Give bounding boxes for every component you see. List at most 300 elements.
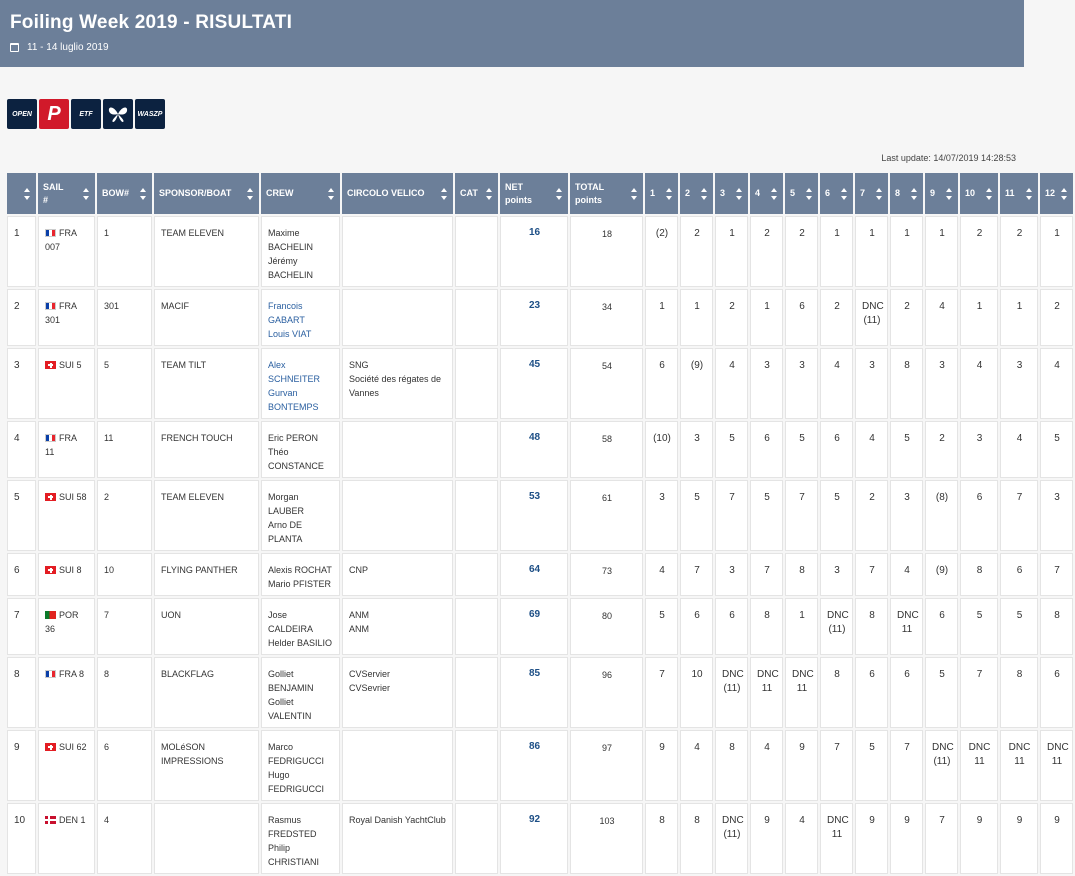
- net-points-cell: 45: [500, 348, 568, 419]
- cell-line: 11: [831, 829, 843, 840]
- race-7-cell: [855, 803, 888, 874]
- crew-cell: [261, 803, 340, 874]
- cell-line: Alexis ROCHAT: [268, 565, 332, 575]
- sail-number: SUI 62: [59, 742, 87, 752]
- sort-arrows-icon[interactable]: [556, 188, 563, 200]
- table-row[interactable]: [7, 289, 1073, 346]
- cell-line: 5: [764, 492, 770, 503]
- cell-line: ANM: [349, 610, 369, 620]
- bow-cell: 301: [97, 289, 152, 346]
- race-11-cell: [1000, 348, 1038, 419]
- cell-line: 8: [694, 815, 700, 826]
- cell-line: 4: [764, 742, 770, 753]
- table-row[interactable]: [7, 730, 1073, 801]
- class-logos: [7, 99, 165, 129]
- cell-line: 5: [976, 610, 983, 621]
- race-11-cell: [1000, 598, 1038, 655]
- boat-cell: [154, 598, 259, 655]
- cell-line: 6: [764, 433, 770, 444]
- sail-number: 11: [45, 447, 55, 457]
- cell-line: 6: [834, 433, 840, 444]
- cell-line: 4: [799, 815, 805, 826]
- cell-line: 7: [939, 815, 945, 826]
- race-2-cell: [680, 348, 713, 419]
- sort-arrows-icon[interactable]: [83, 188, 90, 200]
- column-header-4[interactable]: [261, 173, 340, 214]
- sort-arrows-icon[interactable]: [328, 188, 335, 200]
- sail-cell: [38, 657, 95, 728]
- column-header-1[interactable]: [38, 173, 95, 214]
- race-2-cell: [680, 553, 713, 596]
- rank-cell: 5: [7, 480, 36, 551]
- cat-cell: [455, 598, 498, 655]
- sail-cell: [38, 421, 95, 478]
- column-header-7[interactable]: [500, 173, 568, 214]
- column-header-label: 4: [755, 188, 761, 198]
- cell-line: 7: [869, 565, 875, 576]
- sail-number: FRA 8: [59, 669, 85, 679]
- column-header-2[interactable]: [97, 173, 152, 214]
- column-header-18[interactable]: [960, 173, 998, 214]
- cell-line: 6: [869, 669, 875, 680]
- column-header-12[interactable]: [750, 173, 783, 214]
- cell-line: CNP: [349, 565, 369, 575]
- cell-line: Théo: [268, 447, 289, 457]
- sort-arrows-icon[interactable]: [876, 188, 883, 200]
- cell-line: 11: [974, 756, 985, 767]
- sort-arrows-icon[interactable]: [486, 188, 493, 200]
- sort-arrows-icon[interactable]: [736, 188, 743, 200]
- race-11-cell: [1000, 289, 1038, 346]
- column-header-16[interactable]: [890, 173, 923, 214]
- p-class-logo[interactable]: P: [39, 99, 69, 129]
- cell-line: DNC: [968, 742, 991, 753]
- rank-cell: 1: [7, 216, 36, 287]
- column-header-19[interactable]: [1000, 173, 1038, 214]
- cell-line: (10): [653, 433, 671, 444]
- cell-line: IMPRESSIONS: [161, 756, 224, 766]
- cell-line: Rasmus: [268, 815, 302, 825]
- cell-line: FREDSTED: [268, 829, 317, 839]
- cell-line: DNC: [1008, 742, 1031, 753]
- race-3-cell: [715, 598, 748, 655]
- sort-arrows-icon[interactable]: [24, 188, 31, 200]
- cell-line: 9: [659, 742, 665, 753]
- column-header-label: SAIL #: [43, 181, 64, 205]
- table-row[interactable]: [7, 598, 1073, 655]
- race-4-cell: [750, 480, 783, 551]
- den-flag-icon: [45, 816, 56, 824]
- bow-cell: 5: [97, 348, 152, 419]
- race-7-cell: [855, 480, 888, 551]
- column-header-9[interactable]: [645, 173, 678, 214]
- cell-line: FEDRIGUCCI: [268, 756, 324, 766]
- cell-line: 5: [1016, 610, 1023, 621]
- cell-line: Eric PERON: [268, 433, 319, 443]
- cell-line: 2: [976, 228, 983, 239]
- race-3-cell: [715, 348, 748, 419]
- table-row[interactable]: [7, 803, 1073, 874]
- sail-number: 301: [45, 315, 61, 325]
- column-header-20[interactable]: [1040, 173, 1073, 214]
- race-12-cell: [1040, 216, 1073, 287]
- cell-line: 1: [939, 228, 945, 239]
- boat-cell: [154, 348, 259, 419]
- cell-line: 11: [1014, 756, 1025, 767]
- race-7-cell: [855, 553, 888, 596]
- sort-arrows-icon[interactable]: [1026, 188, 1033, 200]
- column-header-5[interactable]: [342, 173, 453, 214]
- column-header-label: CREW: [266, 188, 294, 198]
- sail-cell: [38, 553, 95, 596]
- race-7-cell: [855, 289, 888, 346]
- cell-line: 4: [976, 360, 983, 371]
- race-6-cell: [820, 348, 853, 419]
- cell-line: Vannes: [349, 388, 379, 398]
- club-cell: [342, 289, 453, 346]
- column-header-17[interactable]: [925, 173, 958, 214]
- sail-number: SUI 8: [59, 565, 82, 575]
- waszp-class-logo[interactable]: WASZP: [135, 99, 165, 129]
- boat-cell: [154, 480, 259, 551]
- sail-number: 36: [45, 624, 56, 634]
- cell-line: (11): [933, 756, 951, 767]
- column-header-8[interactable]: [570, 173, 643, 214]
- sort-arrows-icon[interactable]: [946, 188, 953, 200]
- race-10-cell: [960, 348, 998, 419]
- column-header-label: 1: [650, 188, 656, 198]
- cell-line: 3: [1054, 492, 1060, 503]
- cell-line: 8: [976, 565, 983, 576]
- cell-line: DNC: [897, 610, 919, 621]
- sort-arrows-icon[interactable]: [140, 188, 147, 200]
- crew-cell[interactable]: [261, 289, 340, 346]
- table-row[interactable]: [7, 657, 1073, 728]
- sort-arrows-icon[interactable]: [986, 188, 993, 200]
- cat-cell: [455, 803, 498, 874]
- sort-arrows-icon[interactable]: [441, 188, 448, 200]
- race-4-cell: [750, 803, 783, 874]
- club-cell: [342, 803, 453, 874]
- cell-line: BONTEMPS: [268, 402, 319, 412]
- race-6-cell: [820, 480, 853, 551]
- cell-line: DNC: [862, 301, 884, 312]
- cell-line: Morgan LAUBER: [268, 492, 305, 516]
- page-title: Foiling Week 2019 - RISULTATI: [10, 12, 293, 33]
- column-header-label: 10: [965, 188, 976, 198]
- sort-arrows-icon[interactable]: [701, 188, 708, 200]
- cell-line: Helder BASILIO: [268, 638, 333, 648]
- column-header-label: 2: [685, 188, 691, 198]
- bow-cell: 4: [97, 803, 152, 874]
- boat-cell: [154, 421, 259, 478]
- cell-line: 3: [976, 433, 983, 444]
- cell-line: DNC: [722, 815, 744, 826]
- cell-line: 2: [729, 301, 735, 312]
- race-6-cell: [820, 421, 853, 478]
- cell-line: 7: [729, 492, 735, 503]
- cell-line: CHRISTIANI: [268, 857, 320, 867]
- race-11-cell: [1000, 657, 1038, 728]
- sort-arrows-icon[interactable]: [631, 188, 638, 200]
- race-12-cell: [1040, 289, 1073, 346]
- cell-line: 8: [1016, 669, 1023, 680]
- race-3-cell: [715, 216, 748, 287]
- column-header-label: 5: [790, 188, 796, 198]
- net-points-cell: 92: [500, 803, 568, 874]
- column-header-6[interactable]: [455, 173, 498, 214]
- cell-line: 9: [764, 815, 770, 826]
- cat-cell: [455, 480, 498, 551]
- total-points-cell: 58: [570, 421, 643, 478]
- cell-line: (11): [828, 624, 846, 635]
- cell-line: Francois: [268, 301, 303, 311]
- bow-cell: 10: [97, 553, 152, 596]
- cell-line: CONSTANCE: [268, 461, 324, 471]
- race-7-cell: [855, 348, 888, 419]
- race-4-cell: [750, 289, 783, 346]
- cell-line: 1: [976, 301, 983, 312]
- race-9-cell: [925, 657, 958, 728]
- cell-line: 2: [1054, 301, 1060, 312]
- cell-line: TEAM ELEVEN: [161, 492, 225, 502]
- cell-line: 5: [939, 669, 945, 680]
- column-header-label: SPONSOR/BOAT: [159, 188, 232, 198]
- cat-cell: [455, 421, 498, 478]
- etf-class-logo[interactable]: ETF: [71, 99, 101, 129]
- column-header-11[interactable]: [715, 173, 748, 214]
- sui-flag-icon: [45, 493, 56, 501]
- cell-line: 1: [799, 610, 805, 621]
- race-12-cell: [1040, 598, 1073, 655]
- race-12-cell: [1040, 348, 1073, 419]
- column-header-10[interactable]: [680, 173, 713, 214]
- race-5-cell: [785, 803, 818, 874]
- cell-line: 4: [729, 360, 735, 371]
- net-points-cell: 86: [500, 730, 568, 801]
- race-2-cell: [680, 289, 713, 346]
- race-5-cell: [785, 480, 818, 551]
- rank-cell: 8: [7, 657, 36, 728]
- race-6-cell: [820, 216, 853, 287]
- cell-line: BACHELIN: [268, 242, 314, 252]
- sail-cell: [38, 348, 95, 419]
- total-points-cell: 80: [570, 598, 643, 655]
- cell-line: Hugo: [268, 770, 290, 780]
- cat-cell: [455, 553, 498, 596]
- cell-line: Arno DE PLANTA: [268, 520, 303, 544]
- cell-line: 1: [659, 301, 665, 312]
- race-10-cell: [960, 553, 998, 596]
- race-11-cell: [1000, 803, 1038, 874]
- sort-arrows-icon[interactable]: [771, 188, 778, 200]
- cell-line: 7: [834, 742, 840, 753]
- cell-line: DNC: [1047, 742, 1069, 753]
- race-5-cell: [785, 730, 818, 801]
- sail-number: FRA: [59, 433, 77, 443]
- cell-line: 3: [939, 360, 945, 371]
- race-8-cell: [890, 657, 923, 728]
- column-header-label: TOTAL points: [575, 181, 605, 205]
- column-header-14[interactable]: [820, 173, 853, 214]
- cell-line: 4: [1016, 433, 1023, 444]
- cell-line: 6: [976, 492, 983, 503]
- column-header-0[interactable]: [7, 173, 36, 214]
- rank-cell: 10: [7, 803, 36, 874]
- race-9-cell: [925, 480, 958, 551]
- race-9-cell: [925, 803, 958, 874]
- race-10-cell: [960, 803, 998, 874]
- cell-line: 10: [691, 669, 703, 680]
- sui-flag-icon: [45, 361, 56, 369]
- crew-cell[interactable]: [261, 348, 340, 419]
- race-6-cell: [820, 598, 853, 655]
- column-header-label: CIRCOLO VELICO: [347, 188, 425, 198]
- race-11-cell: [1000, 553, 1038, 596]
- sort-arrows-icon[interactable]: [911, 188, 918, 200]
- crew-cell: [261, 730, 340, 801]
- cell-line: 3: [799, 360, 805, 371]
- column-header-3[interactable]: [154, 173, 259, 214]
- race-4-cell: [750, 421, 783, 478]
- club-cell: [342, 348, 453, 419]
- cell-line: 9: [976, 815, 983, 826]
- race-3-cell: [715, 289, 748, 346]
- cell-line: 8: [834, 669, 840, 680]
- net-points-cell: 53: [500, 480, 568, 551]
- table-row[interactable]: [7, 348, 1073, 419]
- table-row[interactable]: [7, 216, 1073, 287]
- table-body: [7, 216, 1073, 874]
- race-5-cell: [785, 348, 818, 419]
- results-table-wrapper: [7, 173, 1069, 867]
- sort-arrows-icon[interactable]: [841, 188, 848, 200]
- race-4-cell: [750, 657, 783, 728]
- cell-line: Jose CALDEIRA: [268, 610, 314, 634]
- race-1-cell: [645, 348, 678, 419]
- race-8-cell: [890, 730, 923, 801]
- club-cell: [342, 216, 453, 287]
- calendar-icon: [10, 43, 19, 52]
- butterfly-class-logo[interactable]: [103, 99, 133, 129]
- table-row[interactable]: [7, 553, 1073, 596]
- open-class-logo[interactable]: OPEN: [7, 99, 37, 129]
- crew-cell: [261, 598, 340, 655]
- cell-line: 3: [659, 492, 665, 503]
- boat-cell: [154, 657, 259, 728]
- sui-flag-icon: [45, 566, 56, 574]
- race-9-cell: [925, 289, 958, 346]
- column-header-15[interactable]: [855, 173, 888, 214]
- table-header-row: [7, 173, 1073, 214]
- bow-cell: 7: [97, 598, 152, 655]
- rank-cell: 3: [7, 348, 36, 419]
- cell-line: Société des régates de: [349, 374, 442, 384]
- race-3-cell: [715, 730, 748, 801]
- cell-line: 3: [729, 565, 735, 576]
- race-2-cell: [680, 803, 713, 874]
- crew-cell: [261, 480, 340, 551]
- race-11-cell: [1000, 730, 1038, 801]
- race-12-cell: [1040, 480, 1073, 551]
- race-10-cell: [960, 289, 998, 346]
- por-flag-icon: [45, 611, 56, 619]
- total-points-cell: 73: [570, 553, 643, 596]
- race-1-cell: [645, 289, 678, 346]
- rank-cell: 7: [7, 598, 36, 655]
- race-5-cell: [785, 289, 818, 346]
- cell-line: DNC: [792, 669, 814, 680]
- table-row[interactable]: [7, 421, 1073, 478]
- sort-arrows-icon[interactable]: [806, 188, 813, 200]
- race-1-cell: [645, 803, 678, 874]
- cell-line: (11): [723, 683, 741, 694]
- column-header-label: NET points: [505, 181, 532, 205]
- cell-line: 1: [1016, 301, 1023, 312]
- cell-line: Maxime: [268, 228, 300, 238]
- crew-cell: [261, 553, 340, 596]
- race-3-cell: [715, 803, 748, 874]
- cell-line: 2: [869, 492, 875, 503]
- race-10-cell: [960, 216, 998, 287]
- race-5-cell: [785, 421, 818, 478]
- race-10-cell: [960, 730, 998, 801]
- race-11-cell: [1000, 480, 1038, 551]
- race-12-cell: [1040, 803, 1073, 874]
- crew-cell: [261, 657, 340, 728]
- race-2-cell: [680, 730, 713, 801]
- race-8-cell: [890, 216, 923, 287]
- cell-line: BACHELIN: [268, 270, 314, 280]
- sort-arrows-icon[interactable]: [247, 188, 254, 200]
- column-header-label: 8: [895, 188, 901, 198]
- cell-line: 2: [799, 228, 805, 239]
- cell-line: 9: [799, 742, 805, 753]
- cell-line: 7: [764, 565, 770, 576]
- table-row[interactable]: [7, 480, 1073, 551]
- club-cell: [342, 421, 453, 478]
- column-header-label: 3: [720, 188, 726, 198]
- net-points-cell: 16: [500, 216, 568, 287]
- cell-line: 2: [939, 433, 945, 444]
- total-points-cell: 103: [570, 803, 643, 874]
- cell-line: 5: [904, 433, 910, 444]
- cell-line: SNG: [349, 360, 369, 370]
- cell-line: DNC: [827, 815, 849, 826]
- cell-line: MOLéSON: [161, 742, 206, 752]
- sail-cell: [38, 598, 95, 655]
- cell-line: GABART: [268, 315, 305, 325]
- race-3-cell: [715, 480, 748, 551]
- sail-cell: [38, 216, 95, 287]
- cell-line: CVSevrier: [349, 683, 391, 693]
- race-7-cell: [855, 598, 888, 655]
- sail-cell: [38, 730, 95, 801]
- race-8-cell: [890, 598, 923, 655]
- sort-arrows-icon[interactable]: [1061, 188, 1068, 200]
- sort-arrows-icon[interactable]: [666, 188, 673, 200]
- race-9-cell: [925, 730, 958, 801]
- cat-cell: [455, 289, 498, 346]
- cell-line: DNC: [932, 742, 954, 753]
- cell-line: TEAM TILT: [161, 360, 207, 370]
- cell-line: (9): [935, 565, 949, 576]
- cell-line: 3: [764, 360, 770, 371]
- column-header-13[interactable]: [785, 173, 818, 214]
- sail-number: SUI 5: [59, 360, 82, 370]
- cell-line: 4: [834, 360, 840, 371]
- race-8-cell: [890, 421, 923, 478]
